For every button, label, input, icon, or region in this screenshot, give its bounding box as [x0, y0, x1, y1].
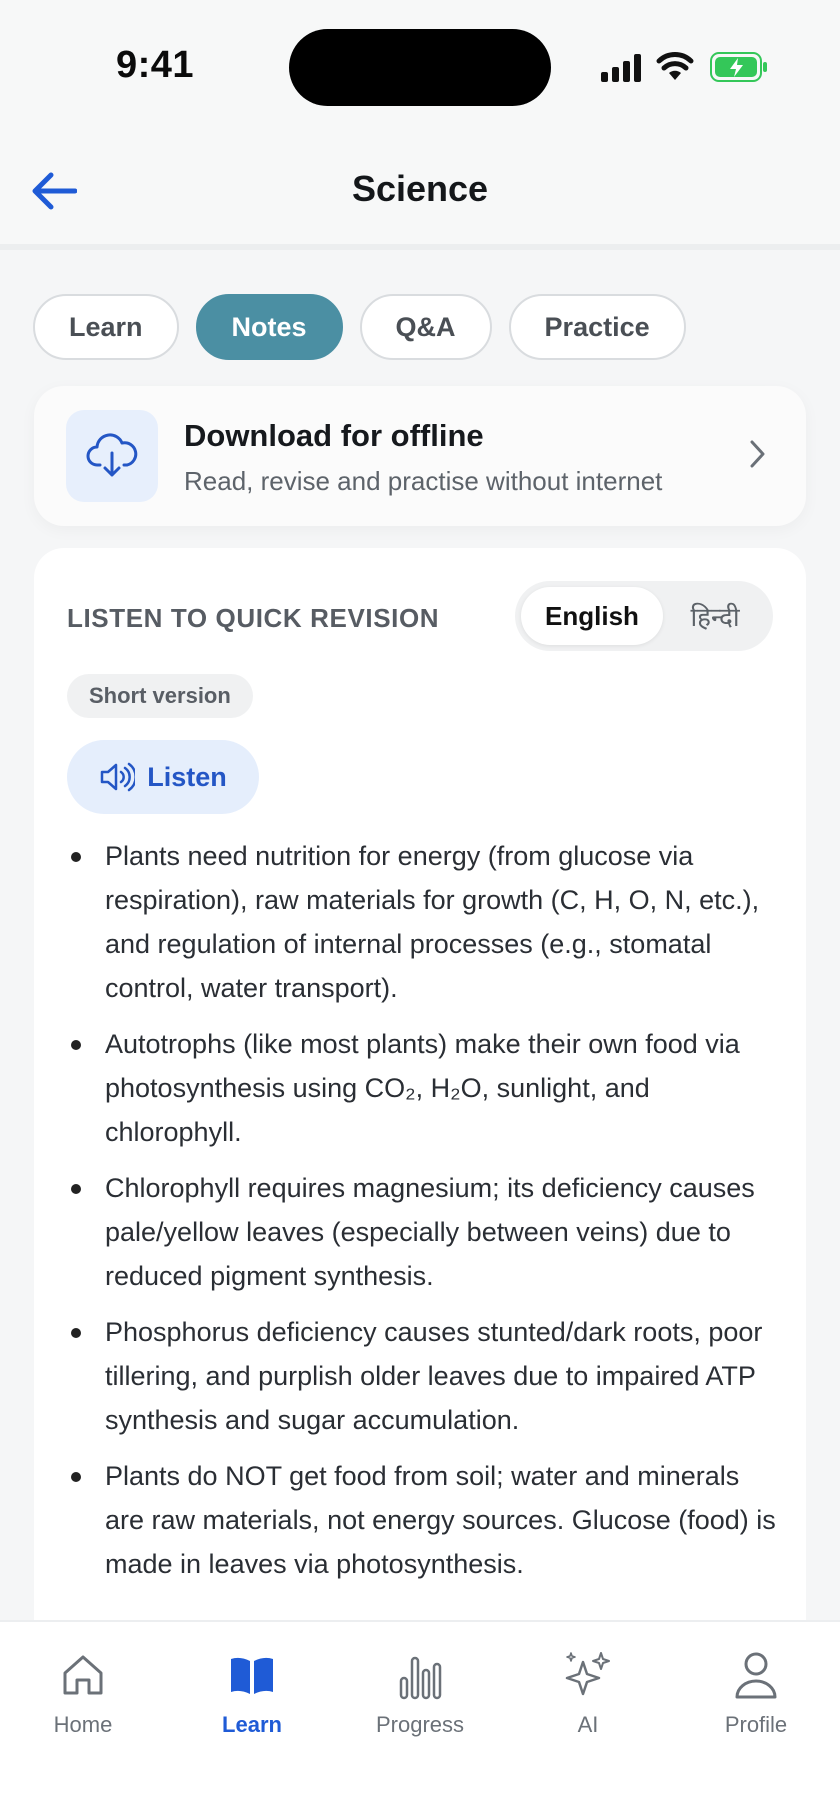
- status-time: 9:41: [116, 44, 195, 86]
- nav-label: Home: [53, 1712, 113, 1737]
- list-item: Chlorophyll requires magnesium; its deficiency causes pale/yellow leaves (especially between veins) due to reduced pigment synthesis.: [67, 1166, 777, 1298]
- nav-progress[interactable]: [355, 1648, 485, 1738]
- download-title: Download for offline: [184, 418, 484, 453]
- revision-title: LISTEN TO QUICK REVISION: [67, 603, 440, 633]
- notes-list: [67, 834, 777, 1598]
- sparkles-icon: [563, 1650, 613, 1700]
- tab-notes[interactable]: Notes: [196, 294, 343, 360]
- chevron-right-icon: [748, 438, 768, 470]
- book-icon: [228, 1654, 276, 1696]
- status-bar: [0, 0, 840, 130]
- language-toggle: [515, 581, 773, 651]
- quick-revision-card: [34, 548, 806, 1708]
- tab-learn[interactable]: Learn: [33, 294, 179, 360]
- list-item: Plants do NOT get food from soil; water and minerals are raw materials, not energy sources. Glucose (food) is made in leaves via photosynthesis.: [67, 1454, 777, 1586]
- cloud-download-icon: [86, 433, 138, 479]
- listen-button[interactable]: [67, 740, 259, 814]
- lang-option-english[interactable]: English: [521, 587, 663, 645]
- nav-label: Profile: [724, 1712, 788, 1737]
- download-subtitle: Read, revise and practise without internet: [184, 466, 663, 496]
- bottom-nav: [0, 1620, 840, 1820]
- tab-practice[interactable]: Practice: [509, 294, 686, 360]
- list-item: Plants need nutrition for energy (from glucose via respiration), raw materials for growth (C, H, O, N, etc.), and regulation of internal processes (e.g., stomatal control, water transport).: [67, 834, 777, 1010]
- nav-ai[interactable]: [523, 1648, 653, 1738]
- nav-home[interactable]: [18, 1648, 148, 1738]
- list-item: Autotrophs (like most plants) make their own food via photosynthesis using CO₂, H₂O, sunlight, and chlorophyll.: [67, 1022, 777, 1154]
- list-item: Phosphorus deficiency causes stunted/dark roots, poor tillering, and purplish older leaves due to impaired ATP synthesis and sugar accumulation.: [67, 1310, 777, 1442]
- page-title: Science: [351, 168, 489, 209]
- dynamic-island: [289, 29, 551, 106]
- nav-label: AI: [577, 1712, 599, 1737]
- speaker-icon: [99, 762, 135, 792]
- version-badge: Short version: [67, 674, 253, 718]
- lang-option-hindi[interactable]: हिन्दी: [690, 602, 740, 632]
- user-icon: [734, 1651, 778, 1699]
- download-offline-card[interactable]: [34, 386, 806, 526]
- battery-icon: [710, 52, 768, 82]
- download-icon-box: [66, 410, 158, 502]
- wifi-icon: [656, 50, 694, 82]
- section-tabs: [33, 294, 686, 360]
- signal-icon: [601, 54, 645, 82]
- nav-label: Progress: [375, 1712, 465, 1737]
- nav-profile[interactable]: [691, 1648, 821, 1738]
- listen-label: Listen: [147, 761, 227, 792]
- app-header: [0, 130, 840, 250]
- nav-learn[interactable]: [187, 1648, 317, 1738]
- bar-chart-icon: [398, 1650, 442, 1700]
- nav-label: Learn: [222, 1712, 282, 1737]
- home-icon: [60, 1652, 106, 1698]
- tab-qa[interactable]: Q&A: [360, 294, 492, 360]
